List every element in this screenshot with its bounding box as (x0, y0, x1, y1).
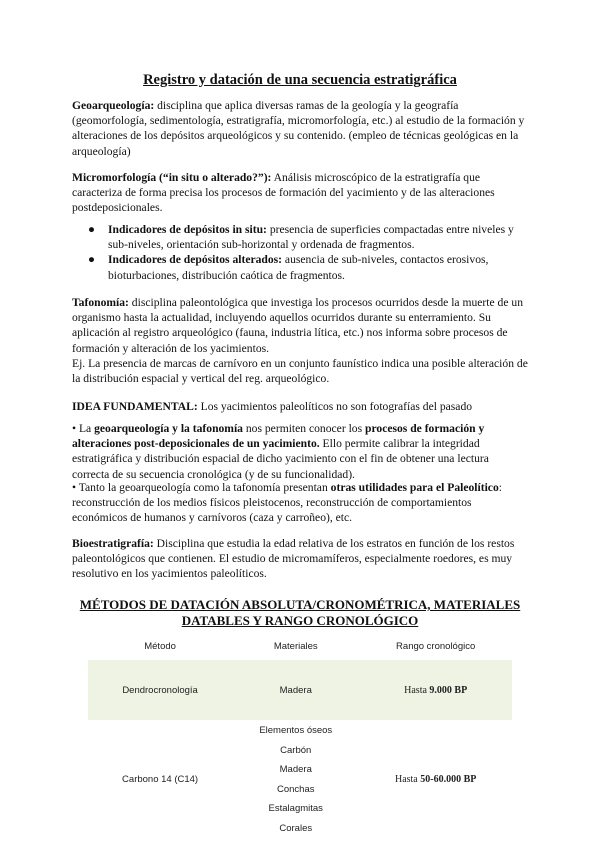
bioestratigrafia-paragraph (72, 536, 528, 582)
range-cell (359, 720, 512, 839)
geoarqueologia-text: disciplina que aplica diversas ramas de la geología y la geografía (geomorfología, sedimentología, estratigrafía, micromorfología, etc.) al estudio de la formación y alteraciones de los depósitos arqueológicos y su contenido. (empleo de técnicas geológicas en la arqueología) (72, 99, 525, 158)
text-run-bold: otras utilidades para el Paleolítico (330, 481, 499, 494)
micromorfologia-paragraph (72, 170, 528, 216)
bullet-icon: ● (88, 223, 96, 236)
material-item: Estalagmitas (268, 803, 323, 814)
tafonomia-example: Ej. La presencia de marcas de carnívoro en un conjunto faunístico indica una posible alteración de la distribución espacial y vertical del reg. arqueológico. (72, 356, 528, 386)
bullet-icon: ● (88, 253, 96, 267)
material-item: Conchas (277, 783, 315, 795)
list-item (72, 252, 528, 282)
text-run-bold: geoarqueología y la tafonomía (94, 422, 243, 435)
indicator-text: ausencia de sub-niveles, contactos erosivos, bioturbaciones, distribución caótica de fragmentos. (108, 253, 489, 282)
indicator-text: presencia de superficies compactadas entre niveles y sub-niveles, orientación sub-horizontal y ordenada de fragmentos. (108, 223, 514, 252)
micromorfologia-text: Análisis microscópico de la estratigrafía que caracteriza de forma precisa los procesos de formación del yacimiento y de las alteraciones postdeposicionales. (72, 171, 495, 215)
range-prefix: Hasta (404, 684, 430, 696)
text-run: • La (72, 422, 95, 435)
text-run: Ello permite calibrar la integridad estratigráfica y distribución espacial de dicho yacimiento con el fin de obtener una lectura correcta de su secuencia cronológica (y de su funcionalidad). (72, 437, 489, 481)
column-header: Rango cronológico (396, 640, 476, 652)
tafonomia-term: Tafonomía: (72, 296, 129, 309)
material-item: Madera (279, 764, 312, 775)
idea-text: Los yacimientos paleolíticos no son fotografías del pasado (197, 400, 473, 413)
page-title: Registro y datación de una secuencia estratigráfica (143, 72, 457, 88)
idea-paragraph-1 (72, 421, 528, 482)
tafonomia-paragraph (72, 295, 528, 386)
idea-term: IDEA FUNDAMENTAL: (72, 400, 198, 413)
indicator-term: Indicadores de depósitos alterados: (108, 253, 283, 267)
indicators-list (72, 222, 528, 283)
dating-methods-table (88, 632, 512, 839)
section-title: MÉTODOS DE DATACIÓN ABSOLUTA/CRONOMÉTRICA, MATERIALES DATABLES Y RANGO CRONOLÓGICO (79, 597, 521, 628)
column-header: Materiales (273, 640, 318, 652)
idea-fundamental (72, 399, 528, 414)
text-run: nos permiten conocer los (242, 422, 366, 435)
material-cell: Madera (232, 660, 359, 720)
tafonomia-text: disciplina paleontológica que investiga los procesos ocurridos desde la muerte de un organismo hasta la actualidad, incluyendo aquellos ocurridos durante su enterramiento. Su aplicación al registro arqueológico (fauna, industria lítica, etc.) nos informa sobre procesos de formación y alteración de los yacimientos. (72, 296, 523, 355)
material-item: Corales (279, 822, 313, 834)
material-item: Elementos óseos (259, 725, 333, 736)
table-row (88, 660, 512, 720)
method-cell: Carbono 14 (C14) (122, 774, 199, 785)
method-cell: Dendrocronología (88, 660, 232, 720)
table-header-row (88, 632, 512, 660)
range-value: 50-60.000 BP (420, 774, 477, 785)
column-header: Método (144, 640, 176, 652)
material-item: Carbón (280, 744, 312, 756)
range-cell (359, 660, 512, 720)
text-run: : reconstrucción de los medios físicos pleistocenos, reconstrucción de comportamientos económicos de humanos y carnívoros (caza y carroñeo), etc. (72, 481, 502, 525)
geoarqueologia-paragraph (72, 98, 528, 159)
bioestratigrafia-term: Bioestratigrafía: (72, 537, 154, 550)
text-run-bold: procesos de formación y alteraciones post-deposicionales de un yacimiento. (72, 422, 485, 451)
geoarqueologia-term: Geoarqueología: (72, 99, 155, 112)
micromorfologia-term: Micromorfología (“in situ o alterado?”): (72, 171, 272, 184)
text-run: • Tanto la geoarqueología como la tafonomía presentan (72, 481, 331, 494)
table-row (88, 720, 512, 839)
range-prefix: Hasta (394, 774, 421, 785)
list-item (72, 222, 528, 252)
idea-paragraph-2 (72, 480, 528, 526)
range-value: 9.000 BP (429, 684, 468, 696)
materials-cell (232, 720, 359, 839)
bioestratigrafia-text: Disciplina que estudia la edad relativa de los estratos en función de los restos paleontológicos que contienen. El estudio de micromamíferos, especialmente roedores, es muy resolutivo en los yacimientos paleolíticos. (72, 537, 515, 581)
indicator-term: Indicadores de depósitos in situ: (108, 223, 267, 236)
